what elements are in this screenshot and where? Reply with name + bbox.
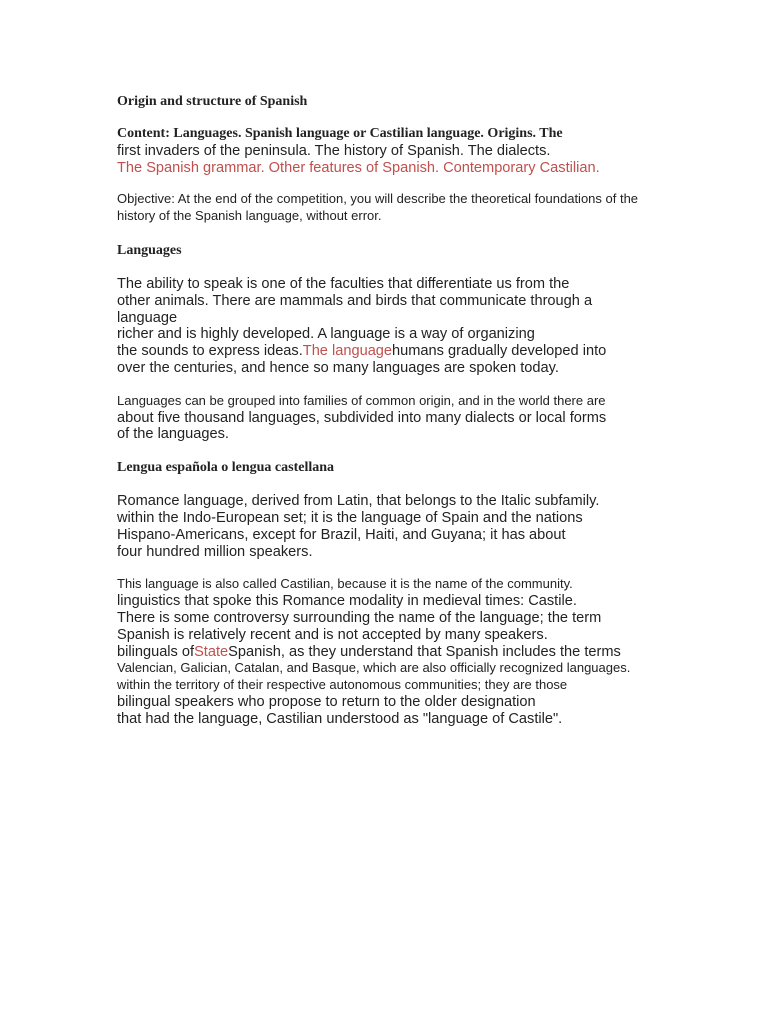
content-line-3: The Spanish grammar. Other features of Spanish. Contemporary Castilian. [117,159,600,176]
para4-line-3: There is some controversy surrounding the name of the language; the term [117,609,602,626]
para4-line-1: This language is also called Castilian, because it is the name of the community. [117,576,573,592]
para4-line-2: linguistics that spoke this Romance modality in medieval times: Castile. [117,593,577,610]
para3-line-2: within the Indo-European set; it is the language of Spain and the nations [117,509,583,526]
paragraph-castilian [117,576,717,727]
document-page [117,93,717,728]
para2-line-3: of the languages. [117,426,229,443]
languages-heading: Languages [117,242,182,258]
para4-line-7: within the territory of their respective autonomous communities; they are those [117,677,568,693]
objective [117,191,717,225]
lengua-heading: Lengua española o lengua castellana [117,460,335,476]
objective-line-2: history of the Spanish language, without error. [117,208,382,224]
para1-line-1: The ability to speak is one of the faculties that differentiate us from the [117,275,570,292]
content-summary [117,126,717,176]
paragraph-languages [117,276,717,377]
paragraph-romance-language [117,493,717,560]
para4-line-4: Spanish is relatively recent and is not accepted by many speakers. [117,626,548,643]
para4-line-5-text-b: Spanish, as they understand that Spanish includes the terms [228,643,621,660]
para1-line-5 [117,343,717,360]
para1-line-6: over the centuries, and hence so many languages are spoken today. [117,359,559,376]
the-language-link[interactable]: The language [302,343,393,360]
para4-line-6: Valencian, Galician, Catalan, and Basque, which are also officially recognized languages. [117,660,631,676]
state-link[interactable]: State [194,643,229,660]
content-line-1: Content: Languages. Spanish language or Castilian language. Origins. The [117,126,563,141]
para3-line-3: Hispano-Americans, except for Brazil, Haiti, and Guyana; it has about [117,526,566,543]
para2-line-1: Languages can be grouped into families of common origin, and in the world there are [117,392,606,408]
paragraph-language-families [117,393,717,443]
para4-line-5 [117,644,717,661]
para4-line-8: bilingual speakers who propose to return to the older designation [117,693,536,710]
document-title: Origin and structure of Spanish [117,94,308,109]
para1-line-5-text-a: the sounds to express ideas. [117,343,303,360]
para3-line-4: four hundred million speakers. [117,543,313,560]
para2-line-2: about five thousand languages, subdivided into many dialects or local forms [117,409,607,426]
para3-line-1: Romance language, derived from Latin, that belongs to the Italic subfamily. [117,493,600,510]
para4-line-5-text-a: bilinguals of [117,643,195,660]
para1-line-5-text-b: humans gradually developed into [392,343,607,360]
para1-line-4: richer and is highly developed. A language is a way of organizing [117,326,535,343]
para1-line-3: language [117,309,178,326]
para4-line-9: that had the language, Castilian understood as "language of Castile". [117,710,563,727]
para1-line-2: other animals. There are mammals and birds that communicate through a [117,292,593,309]
content-line-2: first invaders of the peninsula. The history of Spanish. The dialects. [117,142,551,159]
objective-line-1: Objective: At the end of the competition, you will describe the theoretical foundations of the [117,191,639,207]
